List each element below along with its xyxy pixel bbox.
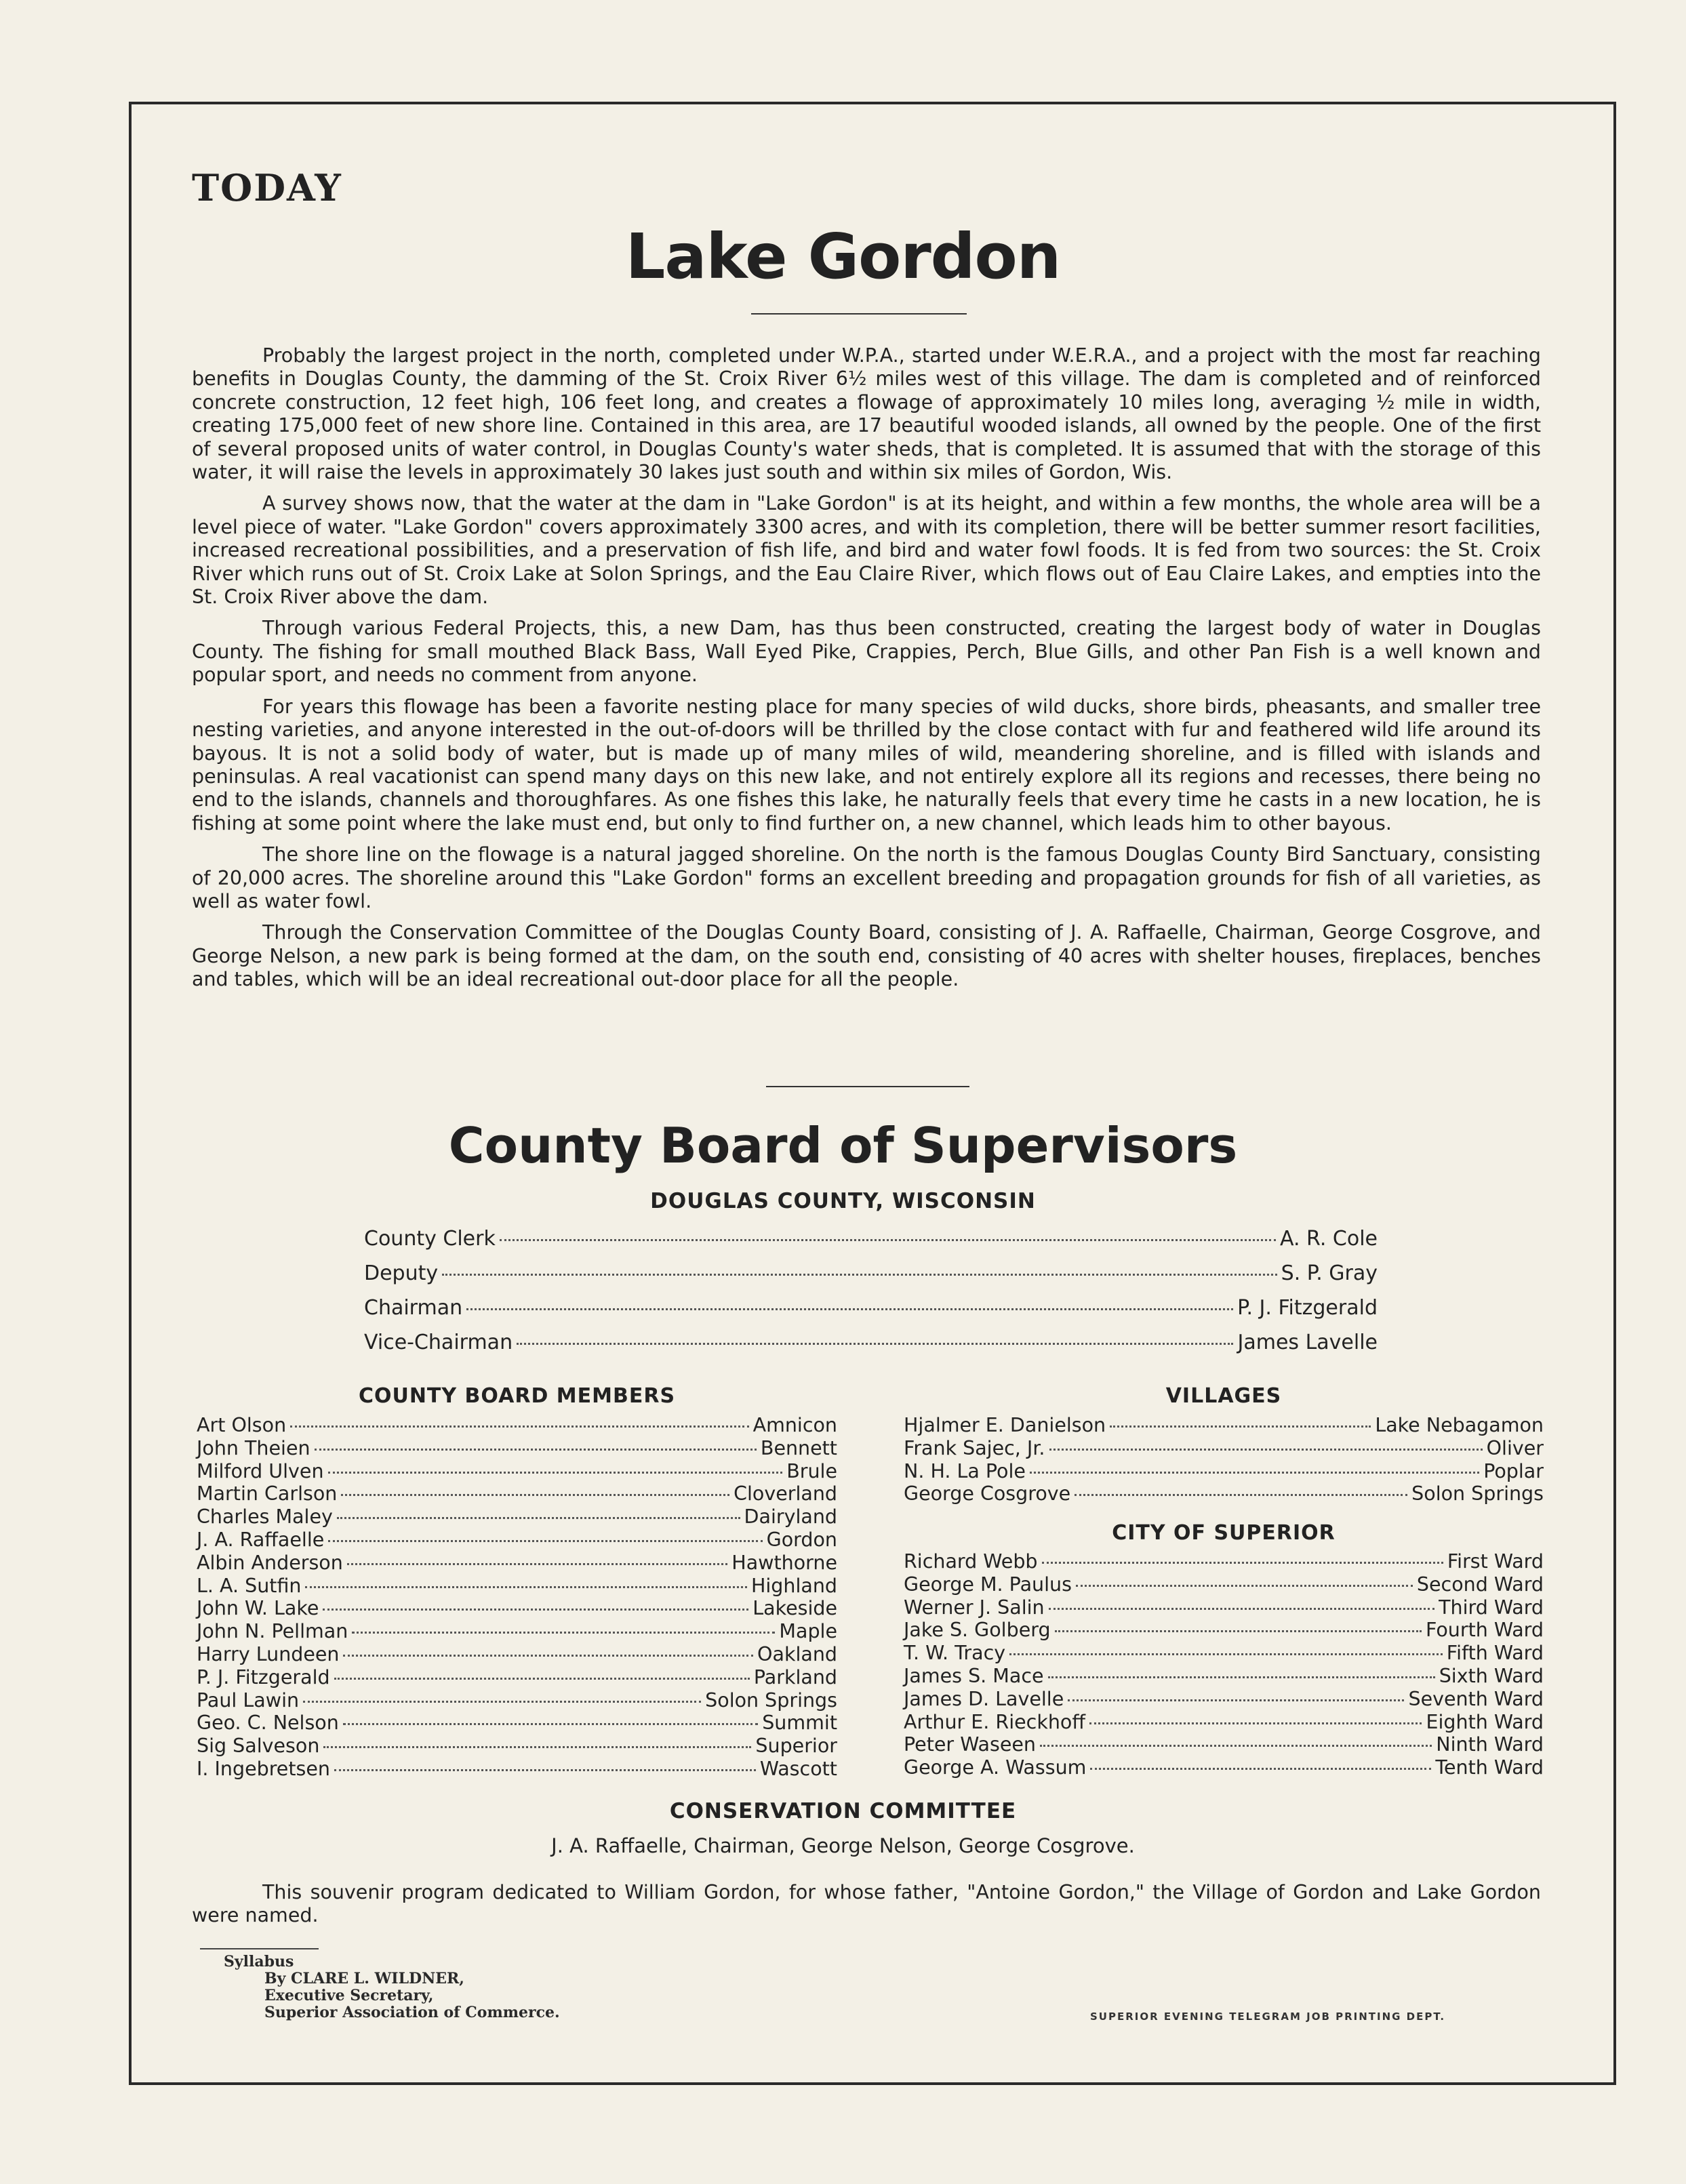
member-row [197, 1575, 837, 1598]
dot-leader [341, 1494, 729, 1496]
ward-name: Third Ward [1439, 1596, 1544, 1619]
ward-row [904, 1665, 1544, 1688]
officer-row [364, 1296, 1378, 1331]
ward-name: Eighth Ward [1426, 1710, 1544, 1733]
ward-member-name: George A. Wassum [904, 1756, 1087, 1779]
ward-name: Seventh Ward [1408, 1687, 1544, 1710]
officer-name: A. R. Cole [1279, 1227, 1378, 1251]
officers-list [364, 1227, 1378, 1365]
member-row [197, 1482, 837, 1505]
ward-name: Fifth Ward [1446, 1642, 1544, 1665]
section-rule [766, 1086, 969, 1087]
dot-leader [1049, 1608, 1434, 1610]
dot-leader [1049, 1449, 1483, 1451]
ward-name: First Ward [1447, 1550, 1544, 1573]
dot-leader [1075, 1494, 1407, 1496]
article-body [192, 344, 1541, 1000]
member-name: Harry Lundeen [197, 1642, 340, 1665]
ward-name: Tenth Ward [1435, 1756, 1544, 1779]
dot-leader [500, 1239, 1276, 1241]
article-paragraph: The shore line on the flowage is a natural jagged shoreline. On the north is the famous Douglas County Bird Sanctuary, consisting of 20,000 acres. The shoreline around this "Lake Gordon" forms an excellent breeding and propagation grounds for fish of all varieties, as well as water fowl. [192, 843, 1541, 912]
superior-list [904, 1550, 1544, 1779]
officer-row [364, 1227, 1378, 1261]
member-town: Solon Springs [705, 1688, 837, 1712]
member-town: Dairyland [744, 1505, 837, 1529]
ward-row [904, 1550, 1544, 1573]
author-organization: Superior Association of Commerce. [264, 2004, 560, 2021]
dot-leader [1030, 1472, 1479, 1474]
villages-list [904, 1414, 1544, 1505]
dot-leader [290, 1425, 748, 1428]
ward-row [904, 1619, 1544, 1642]
conservation-heading: CONSERVATION COMMITTEE [669, 1799, 1017, 1823]
author-title: Executive Secretary, [264, 1987, 434, 2004]
board-subtitle: DOUGLAS COUNTY, WISCONSIN [650, 1189, 1036, 1213]
ward-row [904, 1756, 1544, 1779]
officer-role: Deputy [364, 1261, 439, 1285]
village-name: Solon Springs [1411, 1482, 1544, 1505]
dot-leader [305, 1586, 746, 1588]
member-town: Cloverland [734, 1482, 837, 1505]
ward-member-name: James S. Mace [904, 1664, 1044, 1687]
officer-role: Chairman [364, 1296, 463, 1320]
article-paragraph: Through various Federal Projects, this, a new Dam, has thus been constructed, creating the largest body of water in Douglas County. The fishing for small mouthed Black Bass, Wall Eyed Pike, Crappies, Perch, Blue Gills, and other Pan Fish is a well known and popular sport, and needs no comment from anyone. [192, 617, 1541, 687]
member-name: L. A. Sutfin [197, 1574, 302, 1597]
ward-member-name: Richard Webb [904, 1550, 1038, 1573]
dot-leader [1089, 1722, 1422, 1724]
ward-row [904, 1711, 1544, 1734]
ward-row [904, 1733, 1544, 1756]
dot-leader [1009, 1653, 1443, 1655]
member-name: Milford Ulven [197, 1459, 324, 1482]
member-town: Maple [779, 1620, 837, 1643]
village-name: Lake Nebagamon [1375, 1414, 1544, 1436]
member-row [197, 1643, 837, 1666]
member-town: Amnicon [752, 1414, 837, 1436]
dot-leader [323, 1746, 751, 1748]
member-row [197, 1758, 837, 1781]
ward-name: Second Ward [1416, 1573, 1544, 1596]
dedication-text: This souvenir program dedicated to William Gordon, for whose father, "Antoine Gordon," the Village of Gordon and Lake Gordon were named. [192, 1881, 1541, 1926]
village-member-name: George Cosgrove [904, 1482, 1071, 1505]
member-row [197, 1460, 837, 1483]
ward-member-name: Jake S. Golberg [904, 1619, 1051, 1642]
village-name: Oliver [1486, 1436, 1544, 1459]
member-name: J. A. Raffaelle [197, 1528, 325, 1551]
member-town: Superior [755, 1735, 837, 1758]
article-paragraph: Probably the largest project in the north, completed under W.P.A., started under W.E.R.A., and a project with the most far reaching benefits in Douglas County, the damming of the St. Croix River 6½ miles west of this village. The dam is completed and of reinforced concrete construction, 12 feet high, 106 feet long, and creates a flowage of approximately 10 miles long, averaging ½ mile in width, creating 175,000 feet of new shore line. Contained in this area, are 17 beautiful wooded islands, all owned by the people. One of the first of several proposed units of water control, in Douglas County's water sheds, that is completed. It is assumed that with the storage of this water, it will raise the levels in approximately 30 lakes just south and within six miles of Gordon, Wis. [192, 344, 1541, 484]
dot-leader [1090, 1768, 1431, 1770]
member-name: John N. Pellman [197, 1620, 348, 1643]
member-town: Wascott [759, 1757, 837, 1780]
village-name: Poplar [1483, 1459, 1544, 1482]
ward-member-name: James D. Lavelle [904, 1687, 1064, 1710]
dot-leader [352, 1632, 775, 1634]
dot-leader [343, 1723, 758, 1725]
member-town: Lakeside [752, 1597, 837, 1620]
dot-leader [323, 1609, 748, 1611]
dot-leader [1042, 1562, 1443, 1564]
village-row [904, 1437, 1544, 1460]
member-row [197, 1529, 837, 1552]
officer-role: Vice-Chairman [364, 1331, 513, 1354]
member-name: Martin Carlson [197, 1482, 338, 1505]
member-row [197, 1735, 837, 1758]
villages-heading: VILLAGES [1165, 1384, 1282, 1408]
ward-member-name: Werner J. Salin [904, 1596, 1045, 1619]
officer-name: S. P. Gray [1281, 1261, 1378, 1285]
syllabus-credit [224, 1954, 560, 2021]
member-row [197, 1597, 837, 1620]
officer-name: P. J. Fitzgerald [1237, 1296, 1378, 1320]
dot-leader [347, 1563, 728, 1565]
dot-leader [1076, 1585, 1413, 1587]
member-name: Geo. C. Nelson [197, 1712, 339, 1735]
ward-member-name: George M. Paulus [904, 1573, 1072, 1596]
title-rule [751, 313, 967, 315]
ward-row [904, 1642, 1544, 1665]
member-town: Hawthorne [731, 1551, 837, 1574]
dot-leader [343, 1655, 753, 1657]
dot-leader [328, 1540, 762, 1542]
member-town: Summit [762, 1712, 837, 1735]
ward-member-name: Arthur E. Rieckhoff [904, 1710, 1085, 1733]
village-member-name: N. H. La Pole [904, 1459, 1026, 1482]
member-row [197, 1414, 837, 1437]
member-row [197, 1437, 837, 1460]
dot-leader [1040, 1745, 1432, 1747]
member-name: John W. Lake [197, 1597, 319, 1620]
officer-role: County Clerk [364, 1227, 496, 1251]
page-title: Lake Gordon [625, 220, 1061, 293]
members-list [197, 1414, 837, 1781]
village-row [904, 1482, 1544, 1505]
member-town: Oakland [757, 1642, 837, 1665]
ward-name: Fourth Ward [1425, 1619, 1544, 1642]
member-name: Sig Salveson [197, 1735, 320, 1758]
village-row [904, 1460, 1544, 1483]
article-paragraph: Through the Conservation Committee of the Douglas County Board, consisting of J. A. Raffaelle, Chairman, George Cosgrove, and George Nelson, a new park is being formed at the dam, on the south end, consisting of 40 acres with shelter houses, fireplaces, benches and tables, which will be an ideal recreational out-door place for all the people. [192, 921, 1541, 991]
officer-row [364, 1331, 1378, 1365]
dot-leader [315, 1449, 757, 1451]
member-name: Art Olson [197, 1414, 287, 1436]
member-town: Gordon [766, 1528, 837, 1551]
member-name: John Theien [197, 1436, 310, 1459]
printer-credit: SUPERIOR EVENING TELEGRAM JOB PRINTING DEPT. [1090, 2010, 1446, 2023]
member-town: Brule [786, 1459, 837, 1482]
ward-name: Ninth Ward [1436, 1733, 1544, 1756]
kicker-today: TODAY [192, 166, 342, 209]
members-heading: COUNTY BOARD MEMBERS [358, 1384, 676, 1408]
dot-leader [328, 1472, 783, 1474]
member-row [197, 1620, 837, 1643]
member-name: Charles Maley [197, 1505, 333, 1529]
member-name: Paul Lawin [197, 1688, 300, 1712]
author-name: By CLARE L. WILDNER, [264, 1970, 464, 1987]
article-paragraph: For years this flowage has been a favorite nesting place for many species of wild ducks, shore birds, pheasants, and smaller tree nesting varieties, and anyone interested in the out-of-doors will be thrilled by the close contact with fur and feathered wild life around its bayous. It is not a solid body of water, but is made up of many miles of wild, meandering shoreline, and is filled with islands and peninsulas. A real vacationist can spend many days on this new lake, and not entirely explore all its regions and recesses, there being no end to the islands, channels and thoroughfares. As one fishes this lake, he naturally feels that every time he casts in a new location, he is fishing at some point where the lake must end, but only to find further on, a new channel, which leads him to other bayous. [192, 695, 1541, 834]
board-title: County Board of Supervisors [448, 1117, 1238, 1174]
ward-row [904, 1573, 1544, 1596]
dot-leader [303, 1701, 701, 1703]
dot-leader [337, 1517, 740, 1519]
syllabus-label: Syllabus [224, 1953, 294, 1970]
member-row [197, 1505, 837, 1529]
dot-leader [1048, 1676, 1435, 1678]
officer-row [364, 1261, 1378, 1296]
dot-leader [466, 1308, 1233, 1310]
dot-leader [1055, 1630, 1422, 1632]
dot-leader [334, 1769, 756, 1771]
ward-member-name: Peter Waseen [904, 1733, 1036, 1756]
member-town: Highland [750, 1574, 837, 1597]
dot-leader [517, 1343, 1233, 1345]
article-paragraph: A survey shows now, that the water at the dam in "Lake Gordon" is at its height, and within a few months, the whole area will be a level piece of water. "Lake Gordon" covers approximately 3300 acres, and with its completion, there will be better summer resort facilities, increased recreational possibilities, and a preservation of fish life, and bird and water fowl foods. It is fed from two sources: the St. Croix River which runs out of St. Croix Lake at Solon Springs, and the Eau Claire River, which flows out of Eau Claire Lakes, and empties into the St. Croix River above the dam. [192, 492, 1541, 609]
dot-leader [1068, 1699, 1404, 1701]
member-name: I. Ingebretsen [197, 1757, 330, 1780]
village-member-name: Frank Sajec, Jr. [904, 1436, 1045, 1459]
member-row [197, 1666, 837, 1689]
credits-rule [200, 1948, 319, 1949]
member-row [197, 1552, 837, 1575]
superior-heading: CITY OF SUPERIOR [1112, 1521, 1336, 1545]
village-member-name: Hjalmer E. Danielson [904, 1414, 1106, 1436]
member-row [197, 1712, 837, 1735]
member-name: P. J. Fitzgerald [197, 1665, 330, 1688]
member-row [197, 1689, 837, 1712]
village-row [904, 1414, 1544, 1437]
officer-name: James Lavelle [1237, 1331, 1378, 1354]
ward-member-name: T. W. Tracy [904, 1642, 1006, 1665]
ward-row [904, 1688, 1544, 1711]
dot-leader [1110, 1425, 1371, 1428]
member-name: Albin Anderson [197, 1551, 343, 1574]
ward-name: Sixth Ward [1439, 1664, 1544, 1687]
member-town: Bennett [760, 1436, 837, 1459]
conservation-members: J. A. Raffaelle, Chairman, George Nelson, George Cosgrove. [551, 1834, 1135, 1857]
ward-row [904, 1596, 1544, 1619]
dot-leader [442, 1274, 1277, 1276]
dot-leader [334, 1678, 750, 1680]
member-town: Parkland [753, 1665, 837, 1688]
